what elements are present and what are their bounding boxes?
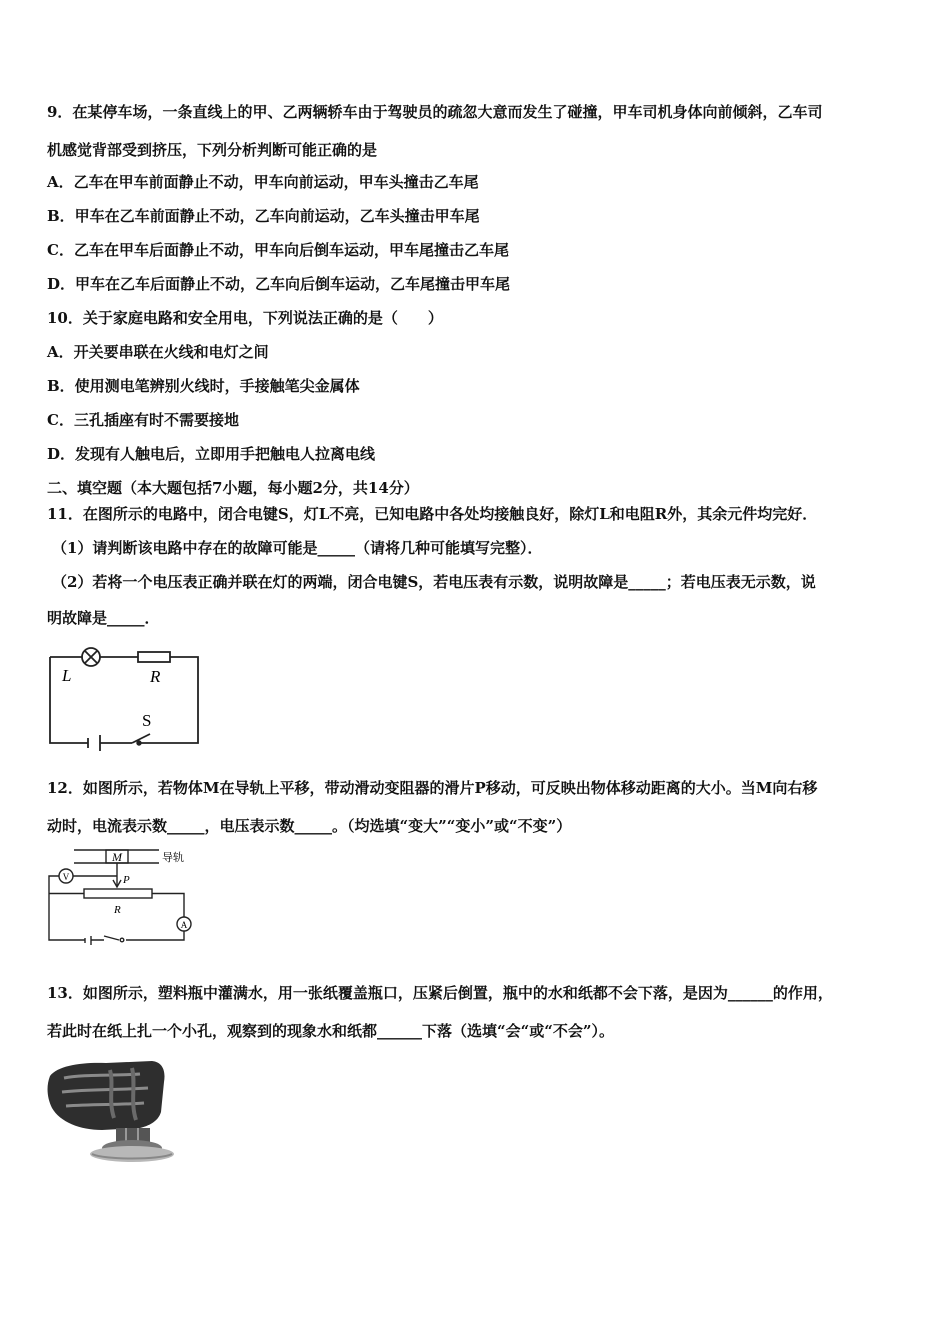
q9-stem-line1: 9．在某停车场，一条直线上的甲、乙两辆轿车由于驾驶员的疏忽大意而发生了碰撞，甲车司机身体向前倾斜，乙车司 bbox=[47, 103, 823, 121]
q9-option-c: C．乙车在甲车后面静止不动，甲车向后倒车运动，甲车尾撞击乙车尾 bbox=[47, 241, 509, 259]
q10-option-a: A．开关要串联在火线和电灯之间 bbox=[47, 343, 269, 361]
q12-rail-label: 导轨 bbox=[162, 852, 184, 864]
q12-stem-line2: 动时，电流表示数_____，电压表示数_____。（均选填“变大”“变小”或“不变”） bbox=[47, 817, 572, 835]
q13-stem-line1: 13．如图所示，塑料瓶中灌满水，用一张纸覆盖瓶口，压紧后倒置，瓶中的水和纸都不会下落，是因为______的作用， bbox=[47, 984, 833, 1002]
q11-lamp-label: L bbox=[62, 666, 72, 685]
q12-voltmeter-label: V bbox=[62, 872, 70, 882]
q11-part2-line1: （2）若将一个电压表正确并联在灯的两端，闭合电键S，若电压表有示数，说明故障是_____；若电压表无示数，说 bbox=[52, 573, 816, 591]
q11-resistor-label: R bbox=[150, 667, 161, 686]
q11-part2-line2: 明故障是_____． bbox=[47, 609, 160, 627]
q12-ammeter-label: A bbox=[180, 920, 188, 930]
section-fill-in-heading: 二、填空题（本大题包括7小题，每小题2分，共14分） bbox=[47, 479, 419, 497]
q10-option-d: D．发现有人触电后，立即用手把触电人拉离电线 bbox=[47, 445, 376, 463]
q11-stem: 11．在图所示的电路中，闭合电键S，灯L不亮，已知电路中各处均接触良好，除灯L和电阻R外，其余元件均完好． bbox=[47, 505, 818, 523]
q9-option-b: B．甲车在乙车前面静止不动，乙车向前运动，乙车头撞击甲车尾 bbox=[47, 207, 480, 225]
q9-option-d: D．甲车在乙车后面静止不动，乙车向后倒车运动，乙车尾撞击甲车尾 bbox=[47, 275, 511, 293]
q12-resistor-label: R bbox=[114, 904, 121, 916]
q11-circuit-diagram bbox=[44, 640, 206, 752]
q12-sliding-rheostat-diagram bbox=[44, 846, 202, 950]
q13-stem-line2: 若此时在纸上扎一个小孔，观察到的现象水和纸都______下落（选填“会“或“不会”）。 bbox=[47, 1022, 615, 1040]
q12-slider-label: P bbox=[123, 874, 130, 886]
q12-stem-line1: 12．如图所示，若物体M在导轨上平移，带动滑动变阻器的滑片P移动，可反映出物体移动距离的大小。当M向右移 bbox=[47, 779, 818, 797]
q11-part1: （1）请判断该电路中存在的故障可能是_____（请将几种可能填写完整）． bbox=[52, 539, 543, 557]
q10-stem: 10．关于家庭电路和安全用电，下列说法正确的是（ ） bbox=[47, 309, 443, 327]
q9-option-a: A．乙车在甲车前面静止不动，甲车向前运动，甲车头撞击乙车尾 bbox=[47, 173, 479, 191]
q10-option-b: B．使用测电笔辨别火线时，手接触笔尖金属体 bbox=[47, 377, 360, 395]
q13-inverted-bottle-photo bbox=[44, 1056, 184, 1164]
q11-switch-label: S bbox=[142, 711, 152, 730]
q10-option-c: C．三孔插座有时不需要接地 bbox=[47, 411, 239, 429]
q9-stem-line2: 机感觉背部受到挤压，下列分析判断可能正确的是 bbox=[47, 141, 378, 159]
q12-object-label: M bbox=[112, 850, 122, 864]
